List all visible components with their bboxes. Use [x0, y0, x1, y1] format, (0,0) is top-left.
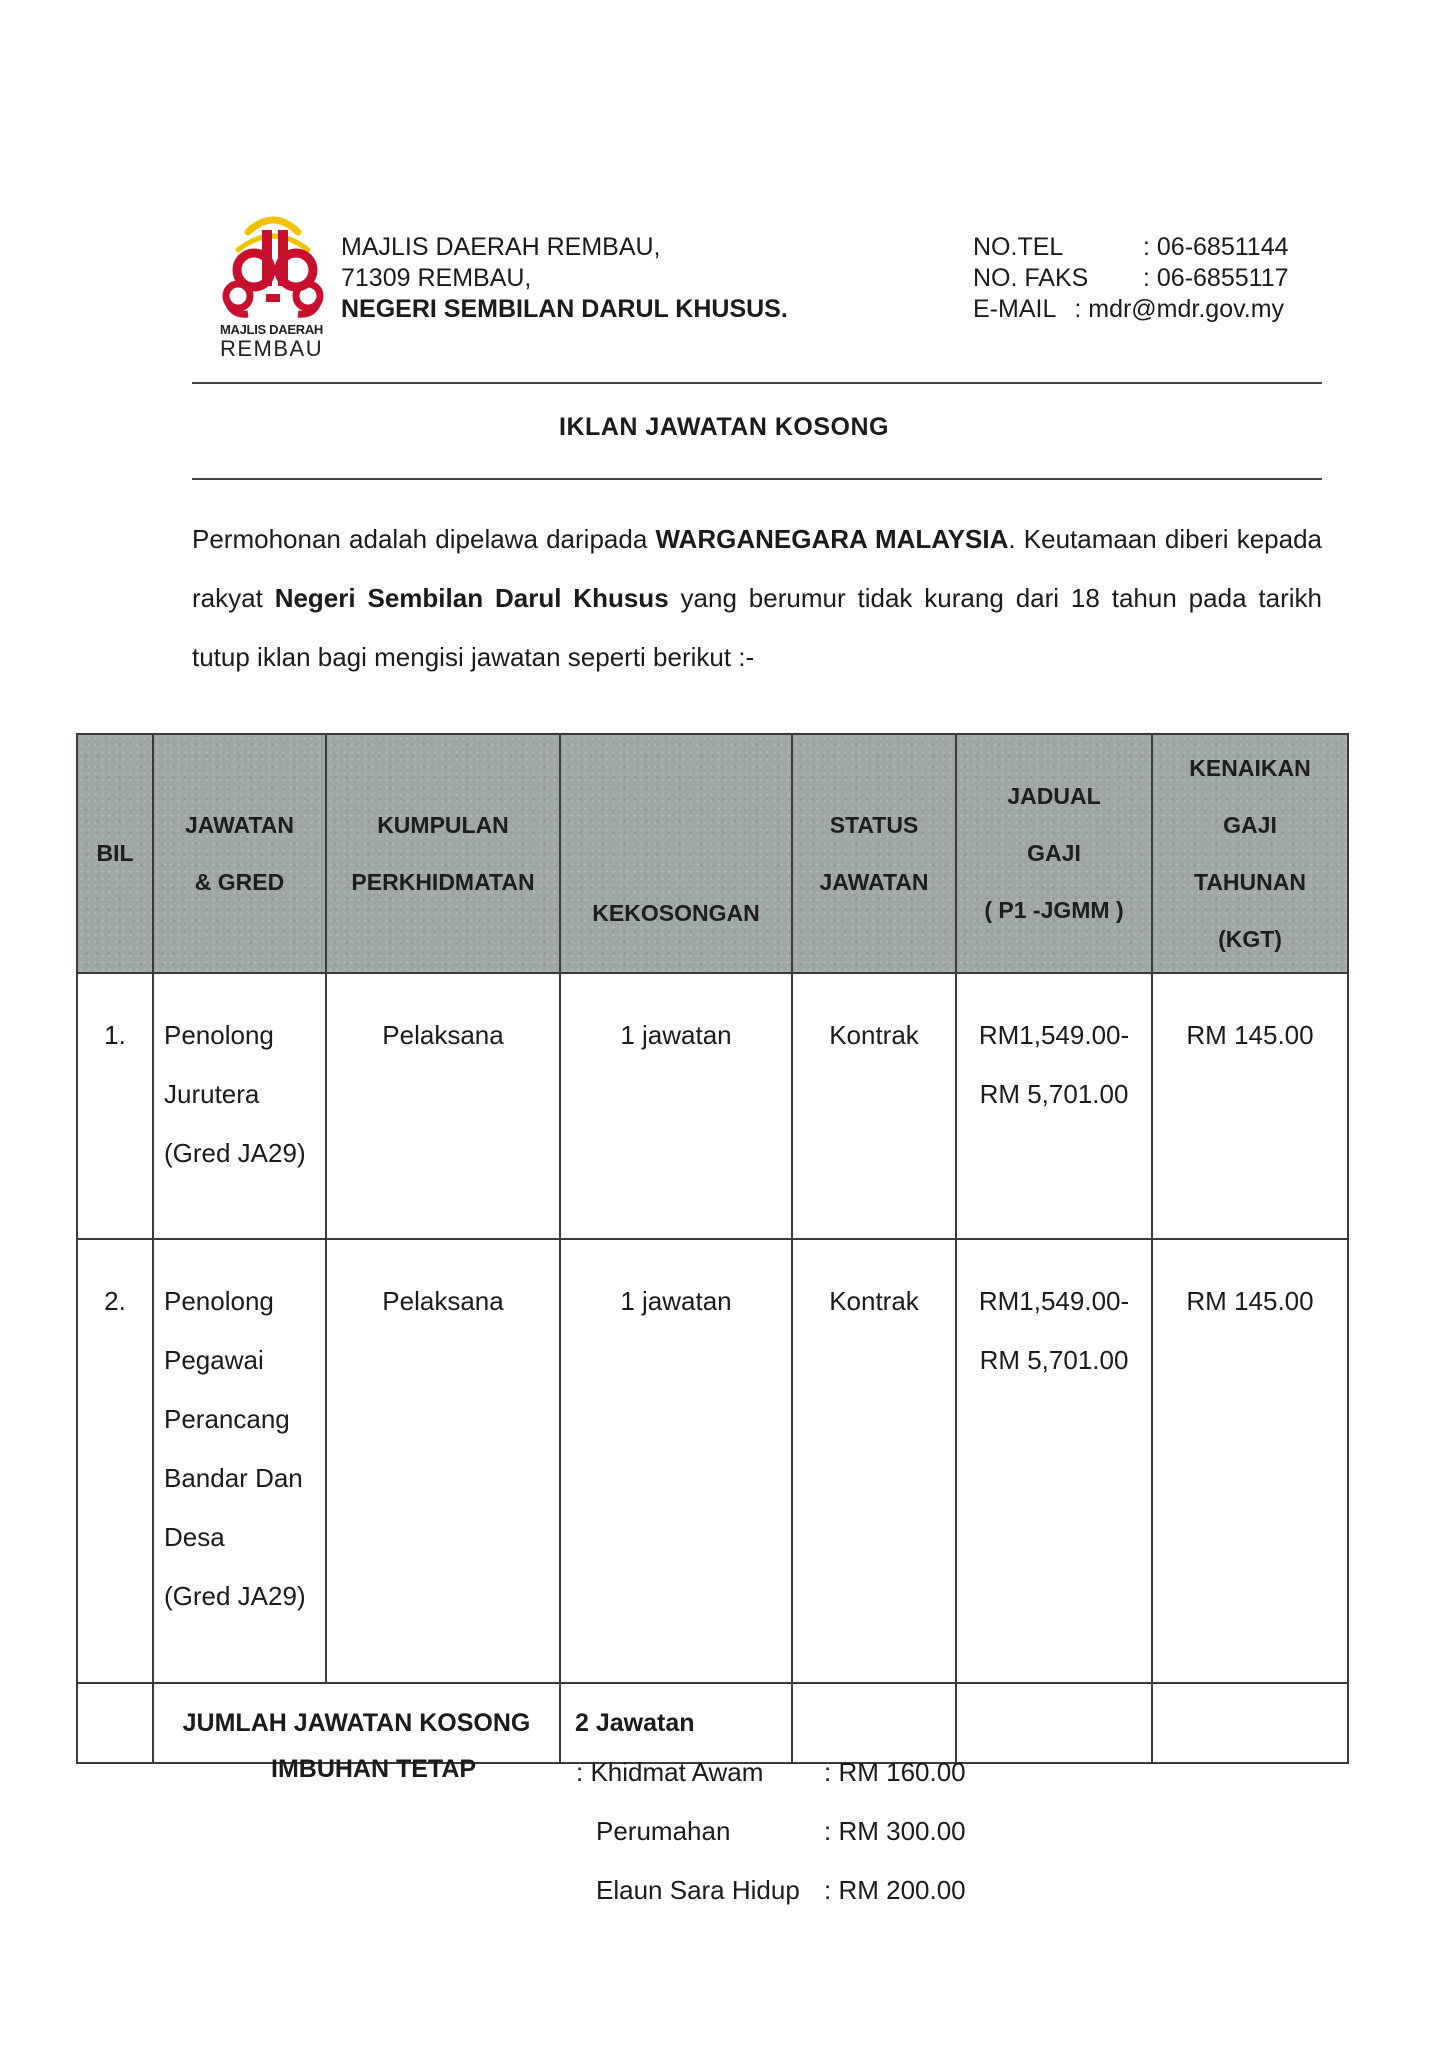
total-label: JUMLAH JAWATAN KOSONG [153, 1683, 560, 1763]
address-line-1: MAJLIS DAERAH REMBAU, [341, 233, 661, 261]
fax-value: : 06-6855117 [1143, 264, 1289, 292]
imbuhan-name: : Khidmat Awam [576, 1757, 764, 1787]
logo-caption-majlis: MAJLIS DAERAH [220, 322, 323, 337]
cell-kekosongan: 1 jawatan [560, 973, 792, 1239]
table-header-row [77, 734, 1348, 973]
logo-caption-rembau: REMBAU [220, 336, 324, 361]
header-jadual-gaji: JADUAL GAJI ( P1 -JGMM ) [956, 734, 1152, 973]
cell-kumpulan: Pelaksana [326, 973, 560, 1239]
email-value: : mdr@mdr.gov.my [1074, 295, 1285, 323]
council-address [341, 232, 788, 325]
imbuhan-item [596, 1875, 966, 1906]
intro-paragraph [192, 510, 1322, 687]
cell-empty [1152, 1683, 1348, 1763]
header-bil: BIL [77, 734, 153, 973]
header-kumpulan: KUMPULAN PERKHIDMATAN [326, 734, 560, 973]
cell-kekosongan: 1 jawatan [560, 1239, 792, 1683]
cell-empty [956, 1683, 1152, 1763]
council-contact [973, 232, 1289, 325]
imbuhan-label: IMBUHAN TETAP [271, 1755, 477, 1783]
cell-bil: 1. [77, 973, 153, 1239]
cell-kgt: RM 145.00 [1152, 1239, 1348, 1683]
header-divider [192, 382, 1322, 384]
imbuhan-value: : RM 300.00 [824, 1816, 966, 1846]
intro-state: Negeri Sembilan Darul Khusus [274, 583, 669, 613]
imbuhan-name: Perumahan [596, 1816, 731, 1846]
header-kekosongan: KEKOSONGAN [560, 734, 792, 973]
cell-empty [792, 1683, 956, 1763]
table-row [77, 973, 1348, 1239]
council-logo-mark [218, 212, 328, 320]
address-line-3: NEGERI SEMBILAN DARUL KHUSUS. [341, 295, 788, 323]
imbuhan-item [596, 1816, 966, 1847]
title-divider [192, 478, 1322, 480]
tel-value: : 06-6851144 [1143, 233, 1289, 261]
cell-jawatan: Penolong Jurutera (Gred JA29) [153, 973, 326, 1239]
cell-kumpulan: Pelaksana [326, 1239, 560, 1683]
contact-fax [973, 263, 1289, 294]
email-label: E-MAIL [973, 295, 1057, 323]
imbuhan-value: : RM 160.00 [824, 1757, 966, 1787]
header-kgt: KENAIKAN GAJI TAHUNAN (KGT) [1152, 734, 1348, 973]
intro-text-3: yang berumur tidak kurang dari 18 tahun pada tarikh tutup iklan bagi mengisi jawatan seperti berikut :- [192, 583, 1322, 672]
council-logo [218, 212, 328, 362]
intro-text-2: . Keutamaan diberi kepada rakyat [192, 524, 1322, 613]
imbuhan-value: : RM 200.00 [824, 1875, 966, 1905]
table-total-row [77, 1683, 1348, 1763]
cell-status: Kontrak [792, 1239, 956, 1683]
cell-status: Kontrak [792, 973, 956, 1239]
header-jawatan: JAWATAN & GRED [153, 734, 326, 973]
cell-jawatan: Penolong Pegawai Perancang Bandar Dan Desa (Gred JA29) [153, 1239, 326, 1683]
cell-bil: 2. [77, 1239, 153, 1683]
tel-label: NO.TEL [973, 233, 1064, 261]
cell-kgt: RM 145.00 [1152, 973, 1348, 1239]
vacancy-table [76, 733, 1349, 1764]
imbuhan-item [576, 1757, 966, 1788]
cell-empty [77, 1683, 153, 1763]
cell-gaji: RM1,549.00- RM 5,701.00 [956, 973, 1152, 1239]
contact-tel [973, 232, 1289, 263]
intro-citizenship: WARGANEGARA MALAYSIA [655, 524, 1009, 554]
document-title: IKLAN JAWATAN KOSONG [559, 413, 889, 441]
cell-gaji: RM1,549.00- RM 5,701.00 [956, 1239, 1152, 1683]
contact-email [973, 294, 1289, 325]
intro-text-1: Permohonan adalah dipelawa daripada [192, 524, 656, 554]
total-value: 2 Jawatan [560, 1683, 792, 1763]
table-row [77, 1239, 1348, 1683]
address-line-2: 71309 REMBAU, [341, 264, 532, 292]
imbuhan-name: Elaun Sara Hidup [596, 1875, 800, 1905]
fax-label: NO. FAKS [973, 264, 1089, 292]
header-status: STATUS JAWATAN [792, 734, 956, 973]
